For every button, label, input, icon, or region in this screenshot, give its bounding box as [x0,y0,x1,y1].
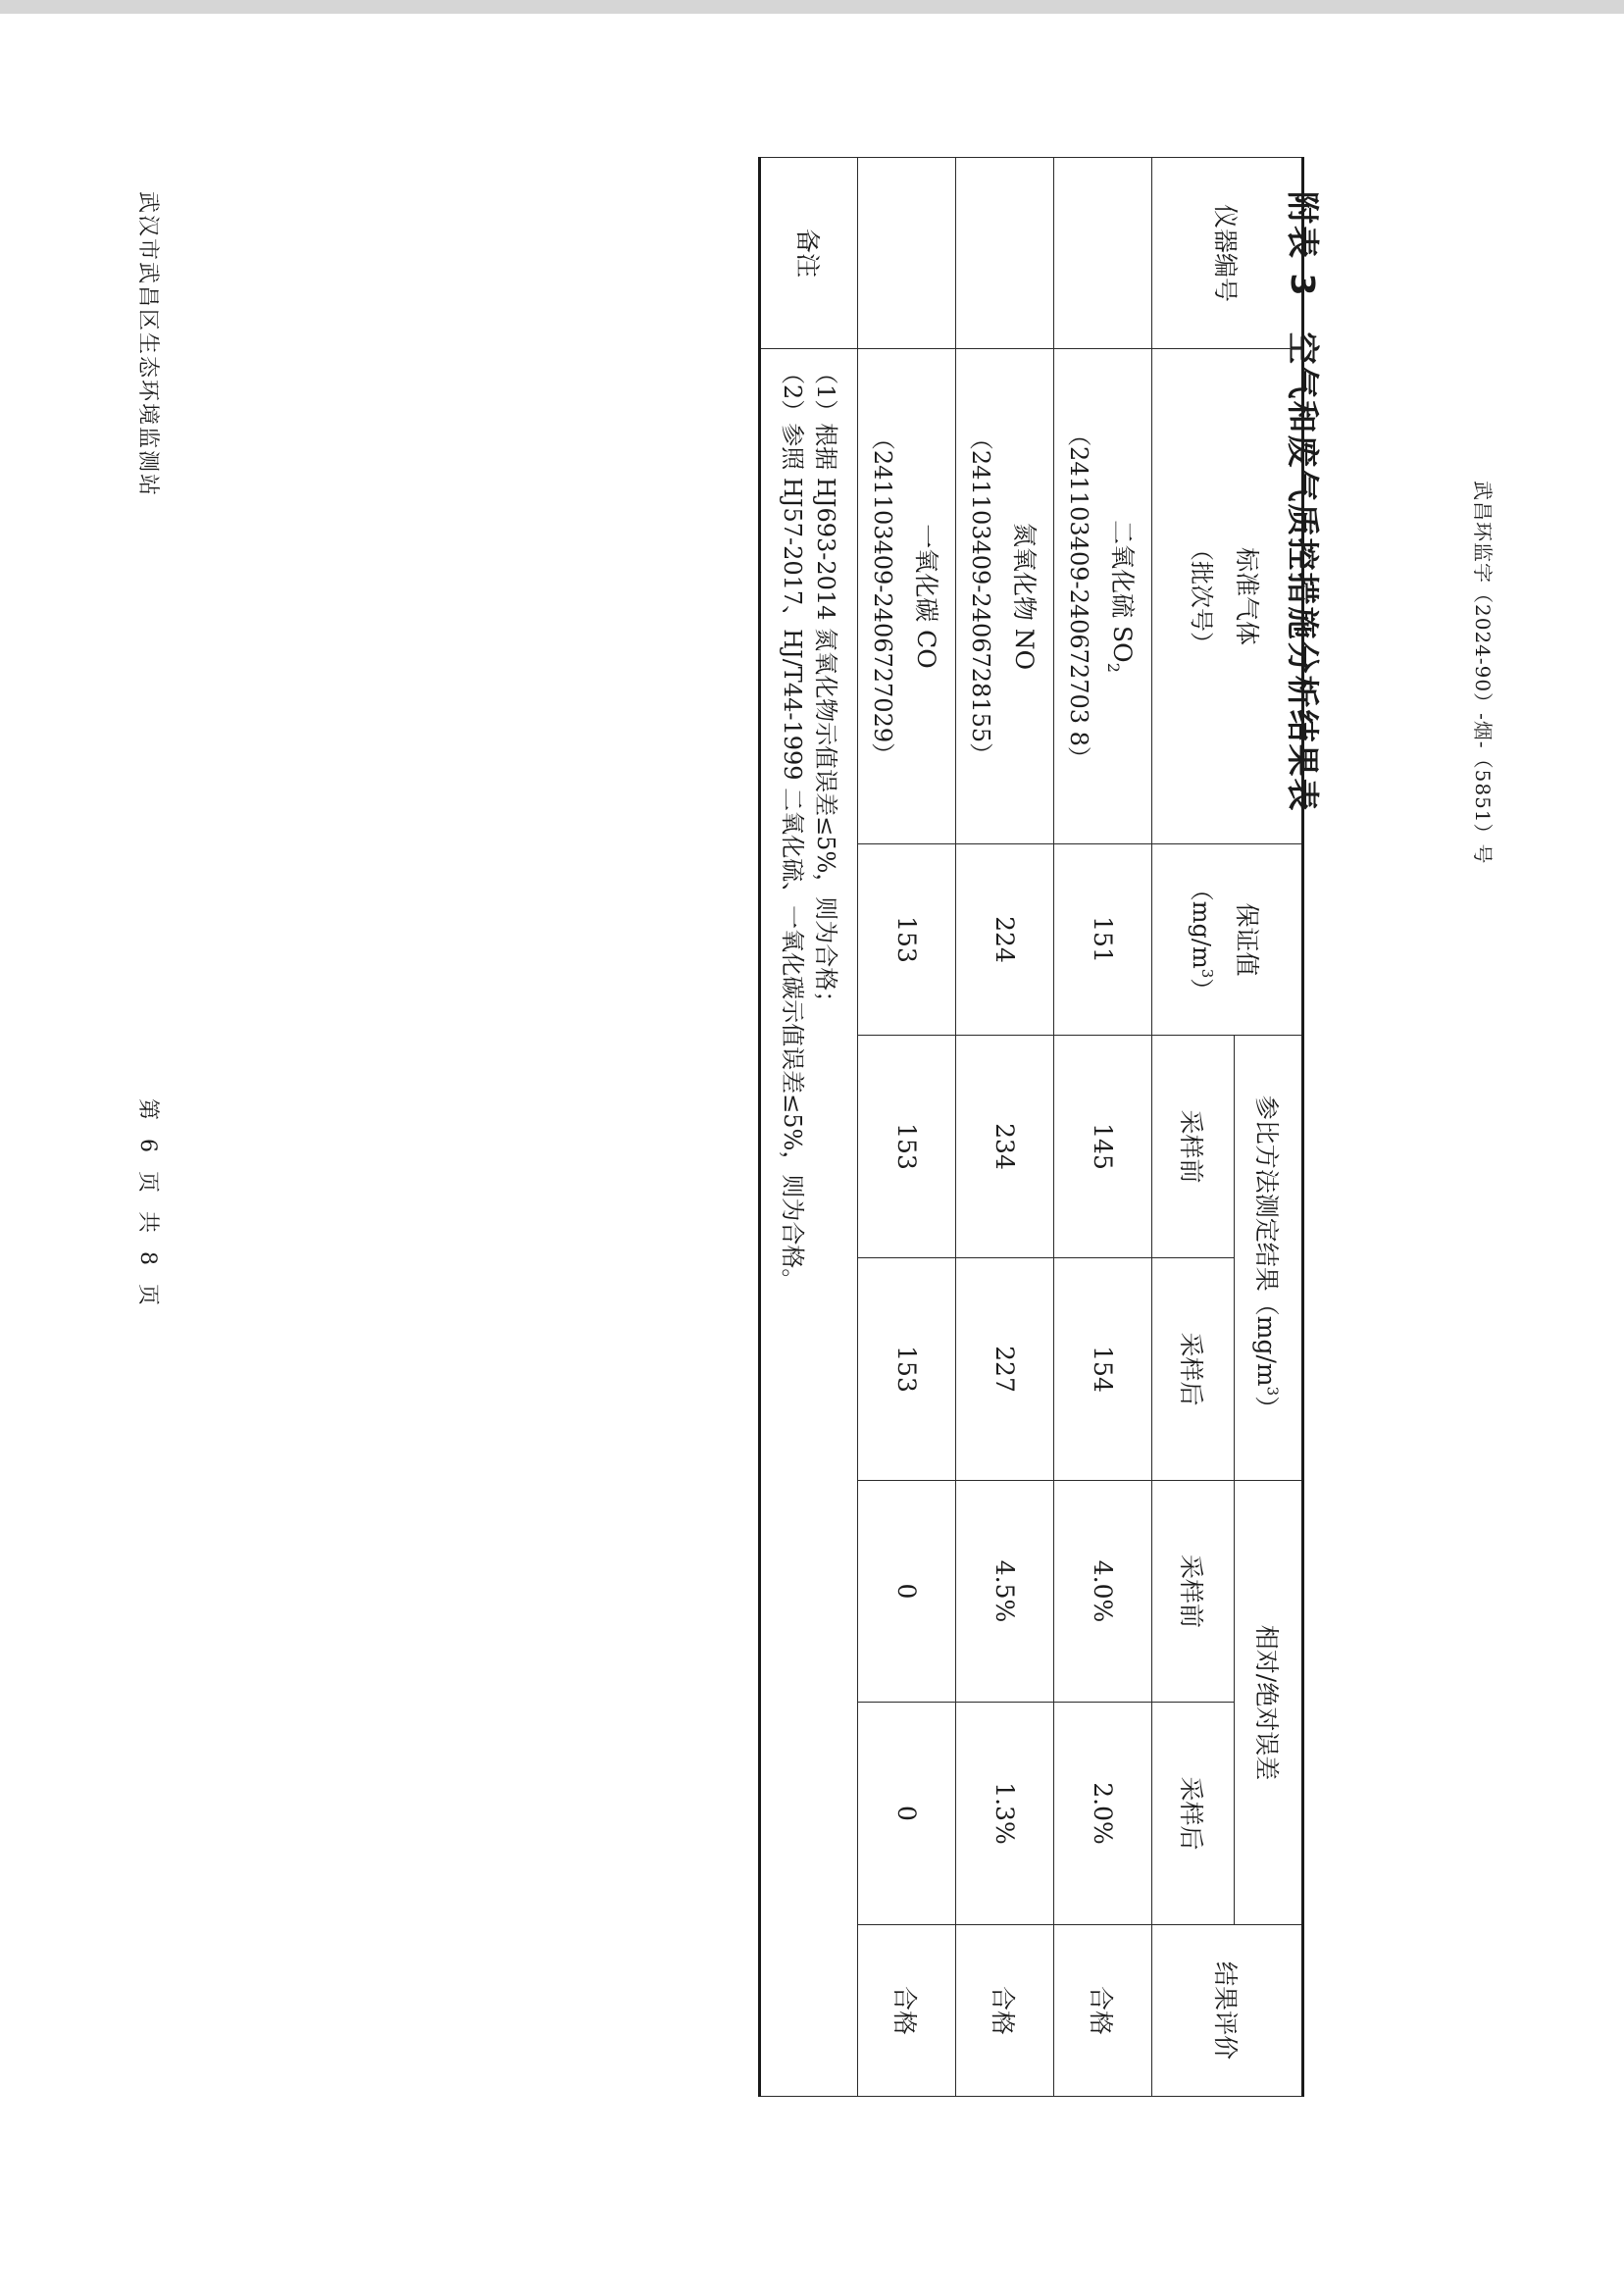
cell-error-before: 4.0% [1054,1481,1152,1703]
table-title: 附表 3 空气和废气质控措施分析结果表 [1284,191,1322,813]
notes-label: 备注 [760,158,858,349]
cell-result-after: 153 [858,1258,956,1481]
header-row-main [1235,158,1303,2097]
note-line: （2）参照 HJ57-2017、HJ/T44-1999 二氧化硫、一氧化碳示值误差≤5%，则为合格。 [779,361,806,1293]
header-error-before: 采样前 [1152,1481,1235,1703]
header-standard-gas: 标准气体 （批次号） [1152,349,1303,844]
header-evaluation: 结果评价 [1152,1925,1303,2097]
header-result-before: 采样前 [1152,1036,1235,1258]
cell-guaranteed: 151 [1054,844,1152,1036]
cell-evaluation: 合格 [956,1925,1054,2097]
cell-result-after: 227 [956,1258,1054,1481]
cell-guaranteed: 153 [858,844,956,1036]
header-error: 相对/绝对误差 [1235,1481,1303,1925]
page-number: 第 6 页 共 8 页 [135,1098,160,1311]
header-error-after: 采样后 [1152,1703,1235,1925]
cell-result-after: 154 [1054,1258,1152,1481]
cell-result-before: 234 [956,1036,1054,1258]
cell-standard-gas: 二氧化硫 $SO_2$ （241103409-240672703 8） [1054,349,1152,844]
header-instrument: 仪器编号 [1152,158,1303,349]
cell-error-before: 0 [858,1481,956,1703]
quality-control-table [758,157,1304,2097]
table-row [1054,158,1152,2097]
cell-error-after: 0 [858,1703,956,1925]
note-line: （1）根据 HJ693-2014 氮氧化物示值误差≤5%，则为合格； [812,361,839,1015]
cell-instrument [858,158,956,349]
cell-guaranteed: 224 [956,844,1054,1036]
cell-result-before: 153 [858,1036,956,1258]
notes-content [760,349,858,2097]
cell-result-before: 145 [1054,1036,1152,1258]
notes-row [760,158,858,2097]
cell-error-after: 1.3% [956,1703,1054,1925]
station-name: 武汉市武昌区生态环境监测站 [135,191,160,498]
cell-standard-gas: 氮氧化物 NO （241103409-2406728155） [956,349,1054,844]
cell-instrument [1054,158,1152,349]
table-row [858,158,956,2097]
cell-error-before: 4.5% [956,1481,1054,1703]
document-number: 武昌环监字（2024-90）-烟-（5851）号 [1471,481,1495,865]
cell-evaluation: 合格 [858,1925,956,2097]
cell-instrument [956,158,1054,349]
table-row [956,158,1054,2097]
header-result-after: 采样后 [1152,1258,1235,1481]
cell-error-after: 2.0% [1054,1703,1152,1925]
header-method-results: 参比方法测定结果$(mg/m^3)$ [1235,1036,1303,1481]
cell-standard-gas: 一氧化碳 CO （241103409-2406727029） [858,349,956,844]
cell-evaluation: 合格 [1054,1925,1152,2097]
header-guaranteed-value: 保证值 $(mg/m^3)$ [1152,844,1303,1036]
